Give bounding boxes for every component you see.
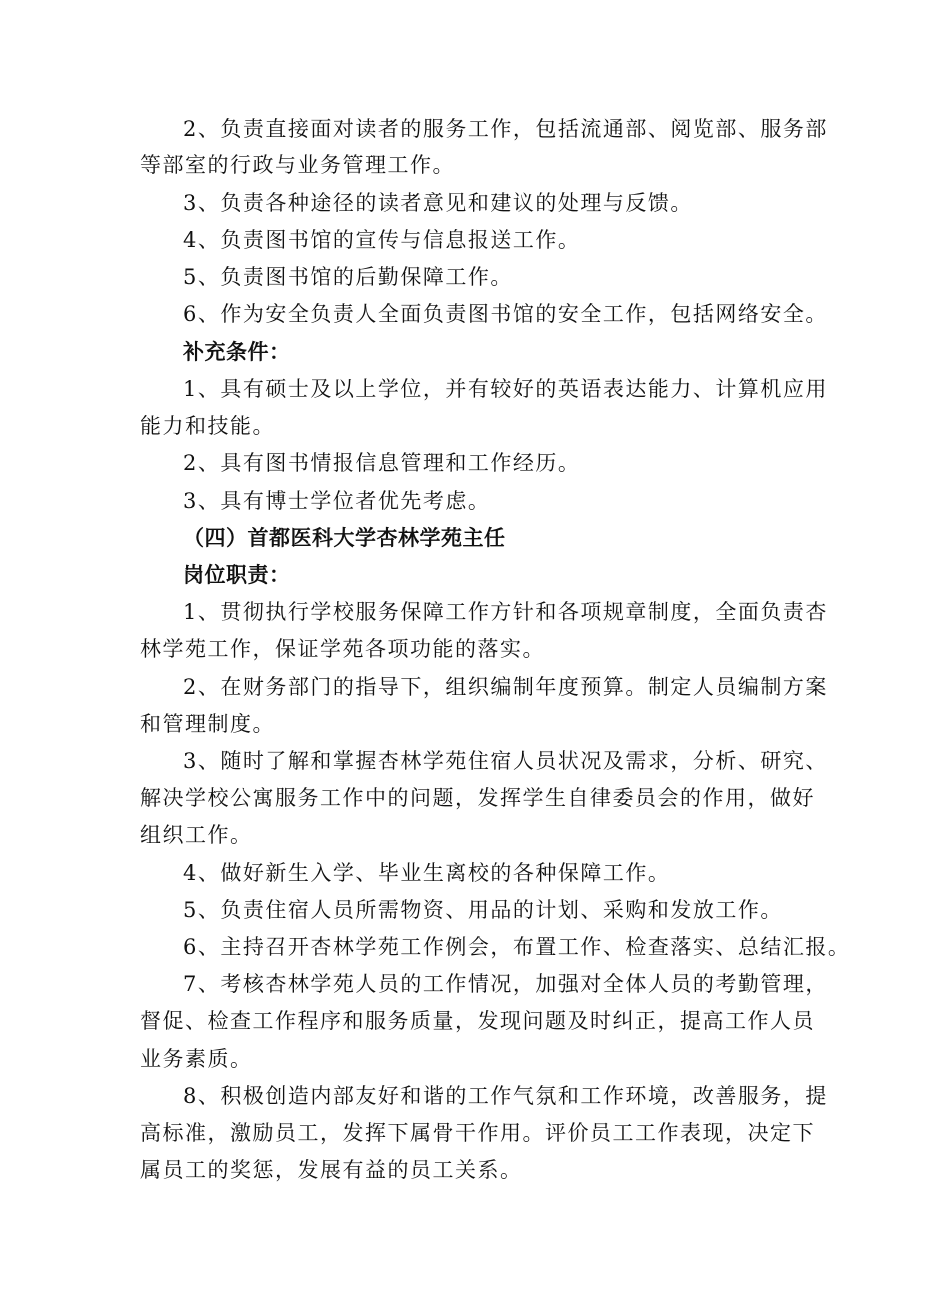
paragraph-line: 1、贯彻执行学校服务保障工作方针和各项规章制度，全面负责杏: [183, 600, 828, 624]
paragraph-line: 6、主持召开杏林学苑工作例会，布置工作、检查落实、总结汇报。: [183, 935, 851, 959]
paragraph-line: 属员工的奖惩，发展有益的员工关系。: [140, 1158, 523, 1182]
paragraph-line: 等部室的行政与业务管理工作。: [140, 153, 455, 177]
paragraph-line: 解决学校公寓服务工作中的问题，发挥学生自律委员会的作用，做好: [140, 786, 815, 810]
paragraph-line: 7、考核杏林学苑人员的工作情况，加强对全体人员的考勤管理，: [183, 972, 828, 996]
paragraph-line: 组织工作。: [140, 823, 253, 847]
paragraph-line: 2、负责直接面对读者的服务工作，包括流通部、阅览部、服务部: [183, 117, 828, 141]
paragraph-line: 4、负责图书馆的宣传与信息报送工作。: [183, 228, 581, 252]
paragraph-line: 6、作为安全负责人全面负责图书馆的安全工作，包括网络安全。: [183, 302, 828, 326]
paragraph-line: 3、具有博士学位者优先考虑。: [183, 489, 491, 513]
section-title: （四）首都医科大学杏林学苑主任: [183, 526, 506, 550]
paragraph-line: 4、做好新生入学、毕业生离校的各种保障工作。: [183, 861, 671, 885]
paragraph-line: 能力和技能。: [140, 414, 275, 438]
paragraph-line: 高标准，激励员工，发挥下属骨干作用。评价员工工作表现，决定下: [140, 1121, 815, 1145]
section-heading: 补充条件：: [183, 340, 291, 364]
paragraph-line: 和管理制度。: [140, 712, 275, 736]
paragraph-line: 3、随时了解和掌握杏林学苑住宿人员状况及需求，分析、研究、: [183, 749, 828, 773]
paragraph-line: 督促、检查工作程序和服务质量，发现问题及时纠正，提高工作人员: [140, 1009, 815, 1033]
paragraph-line: 林学苑工作，保证学苑各项功能的落实。: [140, 637, 545, 661]
paragraph-line: 5、负责图书馆的后勤保障工作。: [183, 265, 513, 289]
paragraph-line: 5、负责住宿人员所需物资、用品的计划、采购和发放工作。: [183, 898, 783, 922]
paragraph-line: 2、具有图书情报信息管理和工作经历。: [183, 451, 581, 475]
paragraph-line: 2、在财务部门的指导下，组织编制年度预算。制定人员编制方案: [183, 675, 828, 699]
paragraph-line: 1、具有硕士及以上学位，并有较好的英语表达能力、计算机应用: [183, 377, 828, 401]
section-heading: 岗位职责：: [183, 563, 291, 587]
paragraph-line: 3、负责各种途径的读者意见和建议的处理与反馈。: [183, 191, 693, 215]
paragraph-line: 业务素质。: [140, 1047, 253, 1071]
paragraph-line: 8、积极创造内部友好和谐的工作气氛和工作环境，改善服务，提: [183, 1084, 828, 1108]
